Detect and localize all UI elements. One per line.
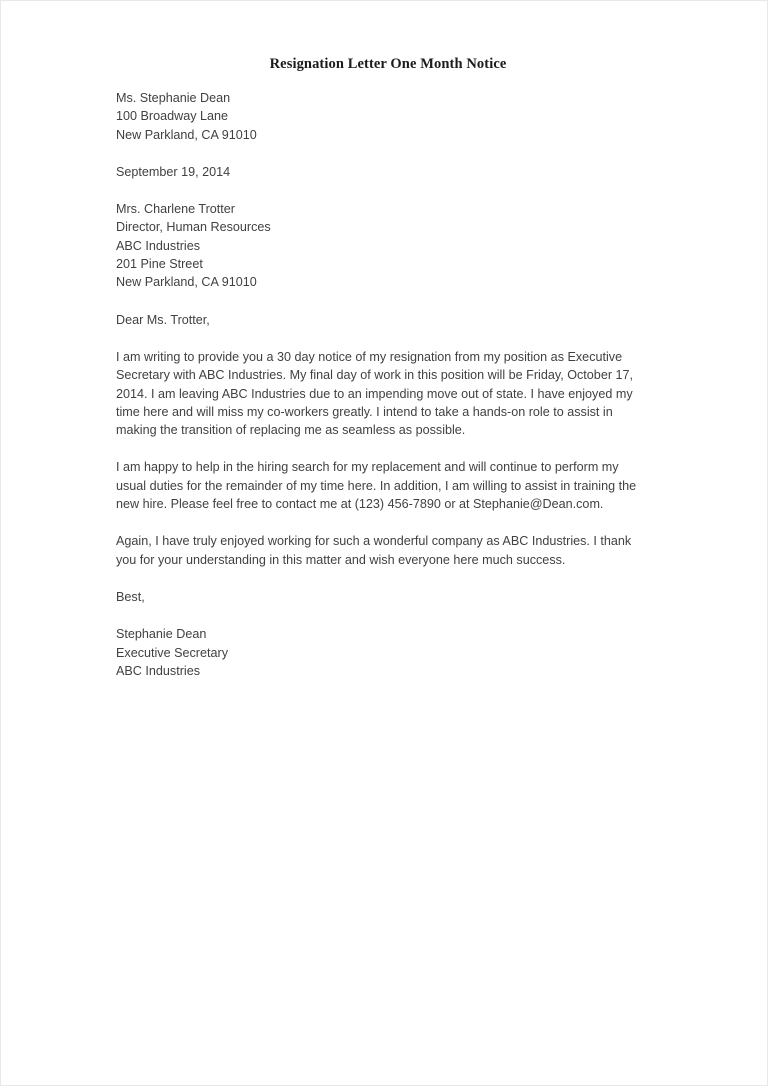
spacer [116, 144, 642, 163]
spacer [116, 606, 642, 625]
spacer [116, 181, 642, 200]
sender-city-state-zip: New Parkland, CA 91010 [116, 127, 257, 142]
signature-name: Stephanie Dean [116, 627, 207, 642]
spacer [116, 513, 642, 532]
spacer [116, 329, 642, 348]
signature-block [116, 625, 642, 680]
sender-street: 100 Broadway Lane [116, 109, 229, 124]
letter-date-block [116, 163, 642, 181]
page-title: Resignation Letter One Month Notice [269, 56, 507, 72]
recipient-city-state-zip: New Parkland, CA 91010 [116, 275, 257, 290]
recipient-company: ABC Industries [116, 238, 200, 253]
body-paragraph-3: Again, I have truly enjoyed working for such a wonderful company as ABC Industries. I thank you for your understanding in this matter and wish everyone here much success. [116, 534, 632, 567]
salutation: Dear Ms. Trotter, [116, 312, 210, 327]
letter-content [116, 55, 642, 680]
signature-company: ABC Industries [116, 663, 200, 678]
letter-date: September 19, 2014 [116, 164, 231, 179]
spacer [116, 439, 642, 458]
sender-name: Ms. Stephanie Dean [116, 91, 231, 105]
body-paragraph-1: I am writing to provide you a 30 day notice of my resignation from my position as Executive Secretary with ABC Industries. My final day of work in this position will be Friday, October 17, 2014. I am leaving ABC Industries due to an impending move out of state. I have enjoyed my time here and will miss my co-workers greatly. I intend to take a hands-on role to assist in making the transition of replacing me as seamless as possible. [116, 349, 634, 438]
spacer [116, 569, 642, 588]
spacer [116, 292, 642, 311]
recipient-name: Mrs. Charlene Trotter [116, 202, 235, 217]
body-paragraph-2: I am happy to help in the hiring search for my replacement and will continue to perform my usual duties for the remainder of my time here. In addition, I am willing to assist in training the new hire. Please feel free to contact me at (123) 456-7890 or at Stephanie@Dean.com. [116, 460, 637, 512]
signature-title: Executive Secretary [116, 645, 228, 660]
recipient-street: 201 Pine Street [116, 257, 203, 272]
recipient-address-block [116, 200, 642, 291]
closing: Best, [116, 589, 145, 604]
sender-address-block [116, 89, 642, 144]
recipient-title: Director, Human Resources [116, 220, 271, 235]
